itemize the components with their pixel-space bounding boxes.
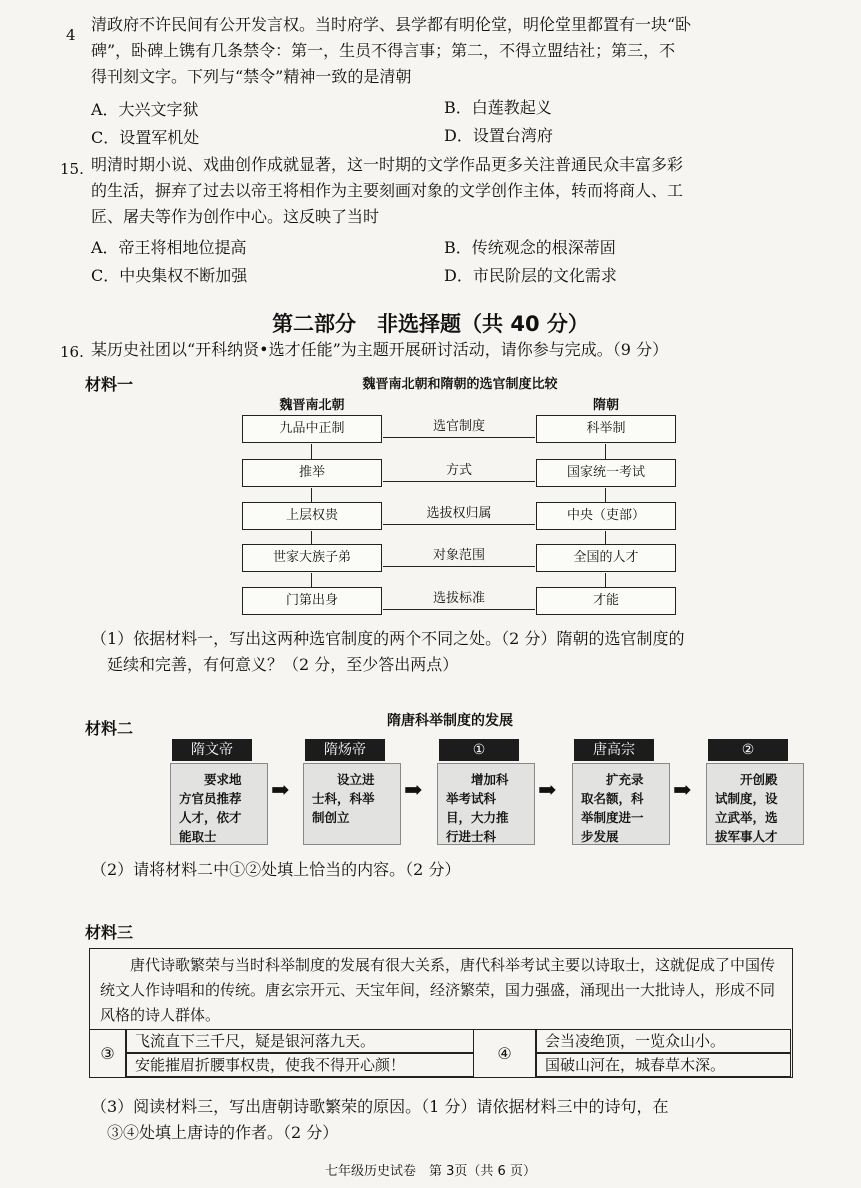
flow-step-head: 隋文帝 — [172, 739, 252, 761]
material-1-left-header: 魏晋南北朝 — [279, 398, 345, 413]
comparison-connector — [383, 524, 535, 525]
comparison-connector — [383, 481, 535, 482]
arrow-right-icon: ➡ — [404, 778, 423, 803]
question-14-option-a[interactable]: A．大兴文字狱 — [91, 100, 199, 119]
flow-step-text: 立武举，选 — [715, 810, 778, 825]
question-16-stem: 某历史社团以“开科纳贤•选才任能”为主题开展研讨活动，请你参与完成。（9 分） — [91, 340, 669, 359]
comparison-vertical-connector — [311, 531, 312, 544]
flow-step-text: 举制度进一 — [581, 810, 644, 825]
comparison-right-cell: 中央（吏部） — [536, 502, 676, 530]
arrow-right-icon: ➡ — [538, 778, 557, 803]
sub-question-2: （2）请将材料二中①②处填上恰当的内容。（2 分） — [91, 860, 461, 879]
comparison-aspect-label: 方式 — [445, 463, 472, 478]
flow-step-text: 步发展 — [581, 829, 619, 844]
question-15-line: 匠、屠夫等作为创作中心。这反映了当时 — [91, 207, 380, 226]
material-2-label: 材料二 — [85, 719, 134, 738]
flow-step-body — [572, 763, 670, 845]
question-15-option-b[interactable]: B．传统观念的根深蒂固 — [444, 238, 616, 257]
question-15-line: 明清时期小说、戏曲创作成就显著，这一时期的文学作品更多关注普通民众丰富多彩 — [91, 155, 684, 174]
flow-step-head: 唐高宗 — [574, 739, 654, 761]
poem-line: 安能摧眉折腰事权贵，使我不得开心颜！ — [126, 1053, 474, 1077]
question-14-line: 清政府不许民间有公开发言权。当时府学、县学都有明伦堂，明伦堂里都置有一块“卧 — [91, 15, 692, 34]
flow-step-body — [437, 763, 535, 845]
comparison-left-cell: 推举 — [242, 459, 382, 487]
question-15-stem — [91, 152, 811, 230]
question-15-option-d[interactable]: D．市民阶层的文化需求 — [444, 266, 617, 285]
sub-question-1-line: （1）依据材料一，写出这两种选官制度的两个不同之处。（2 分）隋朝的选官制度的 — [91, 629, 685, 648]
comparison-left-cell: 门第出身 — [242, 587, 382, 615]
comparison-vertical-connector — [311, 488, 312, 502]
flow-step-text: 拔军事人才 — [715, 829, 778, 844]
poem-line: 飞流直下三千尺，疑是银河落九天。 — [126, 1029, 474, 1053]
comparison-aspect-label: 选拔权归属 — [426, 506, 492, 521]
comparison-aspect-label: 对象范围 — [432, 548, 485, 563]
flow-step-body — [706, 763, 804, 845]
section-title: 第二部分 非选择题（共 40 分） — [272, 312, 589, 336]
page-footer: 七年级历史试卷 第 3页（共 6 页） — [325, 1164, 536, 1179]
comparison-connector — [383, 609, 535, 610]
flow-step-text: 试制度，设 — [715, 791, 778, 806]
flow-step-text: 能取士 — [179, 829, 217, 844]
sub-question-1-line: 延续和完善，有何意义？（2 分，至少答出两点） — [107, 655, 459, 674]
blank-4-marker[interactable]: ④ — [474, 1029, 536, 1077]
flow-step-text: 开创殿 — [715, 772, 778, 787]
flow-step-body — [303, 763, 401, 845]
material-3-intro: 唐代诗歌繁荣与当时科举制度的发展有很大关系，唐代科举考试主要以诗取士，这就促成了中国传统文人作诗唱和的传统。唐玄宗开元、天宝年间，经济繁荣，国力强盛，涌现出一大批诗人，形成不同风格的诗人群体。 — [100, 956, 776, 1024]
comparison-aspect-label: 选官制度 — [432, 419, 485, 434]
question-14-option-d[interactable]: D．设置台湾府 — [444, 126, 553, 145]
material-1-right-header: 隋朝 — [592, 398, 619, 413]
flow-step-head[interactable]: ② — [708, 739, 788, 761]
question-15-option-c[interactable]: C．中央集权不断加强 — [91, 266, 248, 285]
material-1-title: 魏晋南北朝和隋朝的选官制度比较 — [362, 377, 558, 392]
comparison-vertical-connector — [311, 573, 312, 587]
arrow-right-icon: ➡ — [673, 778, 692, 803]
sub-question-3 — [91, 1094, 811, 1146]
comparison-vertical-connector — [605, 488, 606, 502]
sub-question-1 — [91, 626, 811, 678]
flow-step-text: 设立进 — [312, 772, 375, 787]
flow-step-text: 要求地 — [179, 772, 242, 787]
question-14-option-b[interactable]: B．白莲教起义 — [444, 98, 552, 117]
flow-step-text: 目，大力推 — [446, 810, 509, 825]
flow-step-text: 方官员推荐 — [179, 791, 242, 806]
material-3-label: 材料三 — [85, 923, 134, 942]
comparison-vertical-connector — [605, 531, 606, 544]
comparison-right-cell: 全国的人才 — [536, 544, 676, 572]
question-15-line: 的生活，摒弃了过去以帝王将相作为主要刻画对象的文学创作主体，转而将商人、工 — [91, 181, 684, 200]
question-15-option-a[interactable]: A．帝王将相地位提高 — [91, 238, 247, 257]
question-14-number: 4 — [66, 26, 76, 44]
question-14-line: 得刊刻文字。下列与“禁令”精神一致的是清朝 — [91, 67, 412, 86]
question-16-number: 16. — [60, 343, 84, 361]
arrow-right-icon: ➡ — [271, 778, 290, 803]
comparison-right-cell: 才能 — [536, 587, 676, 615]
comparison-right-cell: 国家统一考试 — [536, 459, 676, 487]
comparison-left-cell: 世家大族子弟 — [242, 544, 382, 572]
comparison-vertical-connector — [605, 444, 606, 459]
comparison-connector — [383, 566, 535, 567]
comparison-connector — [383, 437, 535, 438]
flow-step-text: 扩充录 — [581, 772, 644, 787]
flow-step-text: 增加科 — [446, 772, 509, 787]
comparison-left-cell: 九品中正制 — [242, 415, 382, 443]
sub-question-3-line: ③④处填上唐诗的作者。（2 分） — [107, 1123, 339, 1142]
poem-line: 会当凌绝顶，一览众山小。 — [536, 1029, 791, 1053]
flow-step-text: 人才，依才 — [179, 810, 242, 825]
comparison-vertical-connector — [605, 573, 606, 587]
question-14-stem — [91, 12, 811, 90]
flow-step-text: 取名额，科 — [581, 791, 644, 806]
flow-step-text: 制创立 — [312, 810, 350, 825]
comparison-left-cell: 上层权贵 — [242, 502, 382, 530]
flow-step-head: 隋炀帝 — [305, 739, 385, 761]
flow-step-text: 举考试科 — [446, 791, 497, 806]
flow-step-head[interactable]: ① — [439, 739, 519, 761]
flow-step-text: 行进士科 — [446, 829, 497, 844]
question-14-option-c[interactable]: C．设置军机处 — [91, 128, 200, 147]
blank-3-marker[interactable]: ③ — [90, 1029, 126, 1077]
poem-line: 国破山河在，城春草木深。 — [536, 1053, 791, 1077]
flow-step-text: 士科，科举 — [312, 791, 375, 806]
comparison-aspect-label: 选拔标准 — [432, 591, 485, 606]
flow-step-body — [170, 763, 268, 845]
material-1-label: 材料一 — [85, 375, 134, 394]
comparison-vertical-connector — [311, 444, 312, 459]
question-15-number: 15. — [60, 160, 84, 178]
material-2-title: 隋唐科举制度的发展 — [387, 713, 513, 729]
sub-question-3-line: （3）阅读材料三，写出唐朝诗歌繁荣的原因。（1 分）请依据材料三中的诗句，在 — [91, 1097, 669, 1116]
question-14-line: 碑”，卧碑上镌有几条禁令：第一，生员不得言事；第二，不得立盟结社；第三，不 — [91, 41, 676, 60]
material-3-table — [89, 948, 793, 1078]
comparison-right-cell: 科举制 — [536, 415, 676, 443]
